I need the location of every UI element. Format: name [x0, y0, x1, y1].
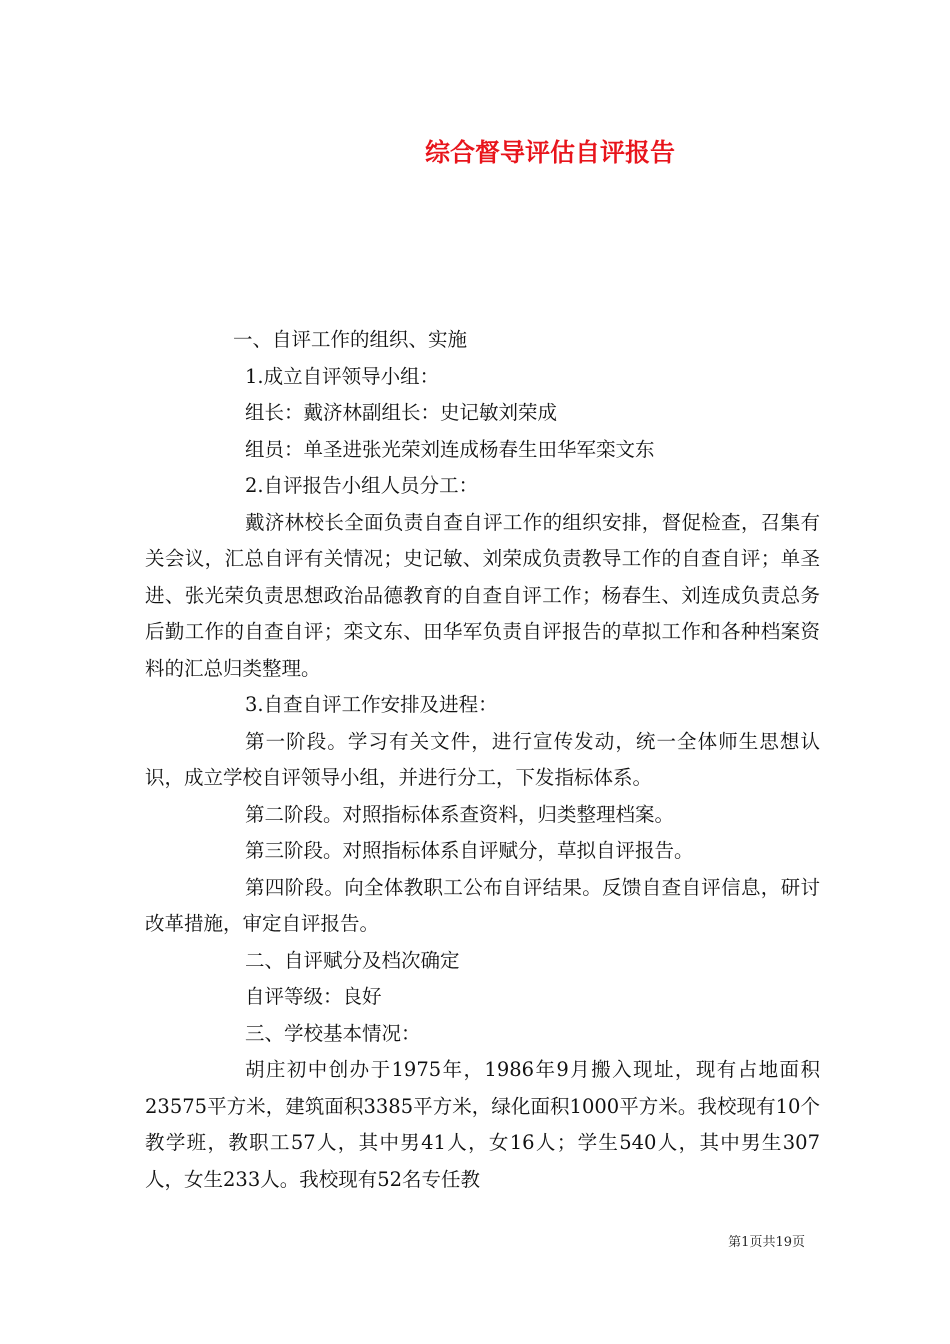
subheading-2: 2.自评报告小组人员分工：	[245, 474, 479, 497]
subheading-1: 1.成立自评领导小组：	[245, 364, 440, 388]
division-paragraph: 戴济林校长全面负责自查自评工作的组织安排，督促检查，召集有关会议，汇总自评有关情况；史记敏、刘荣成负责教导工作的自查自评；单圣进、张光荣负责思想政治品德教育的自查自评工作；杨春生、刘连成负责总务后勤工作的自查自评；栾文东、田华军负责自评报告的草拟工作和各种档案资料的汇总归类整理。	[145, 510, 820, 680]
stage-1-paragraph: 第一阶段。学习有关文件，进行宣传发动，统一全体师生思想认识，成立学校自评领导小组，并进行分工，下发指标体系。	[145, 729, 820, 789]
grade-line: 自评等级：良好	[245, 985, 382, 1008]
stage-3-line: 第三阶段。对照指标体系自评赋分，草拟自评报告。	[245, 839, 694, 862]
stage-4-paragraph: 第四阶段。向全体教职工公布自评结果。反馈自查自评信息，研讨改革措施，审定自评报告。	[145, 875, 820, 935]
members-line: 组员：单圣进张光荣刘连成杨春生田华军栾文东	[245, 437, 655, 461]
page-number: 第1页共19页	[728, 1235, 805, 1250]
school-basic-paragraph: 胡庄初中创办于1975年，1986年9月搬入现址，现有占地面积23575平方米，建筑面积3385平方米，绿化面积1000平方米。我校现有10个教学班，教职工57人，其中男41人，女16人；学生540人，其中男生307人，女生233人。我校现有52名专任教	[145, 1058, 820, 1191]
document-body	[145, 322, 820, 1198]
section-heading-1: 一、自评工作的组织、实施	[233, 328, 468, 351]
stage-2-line: 第二阶段。对照指标体系查资料，归类整理档案。	[245, 802, 675, 826]
document-title: 综合督导评估自评报告	[424, 138, 675, 167]
section-heading-2: 二、自评赋分及档次确定	[245, 948, 460, 972]
subheading-3: 3.自查自评工作安排及进程：	[245, 693, 498, 716]
leader-line: 组长：戴济林副组长：史记敏刘荣成	[245, 401, 558, 424]
section-heading-3: 三、学校基本情况：	[245, 1021, 421, 1045]
